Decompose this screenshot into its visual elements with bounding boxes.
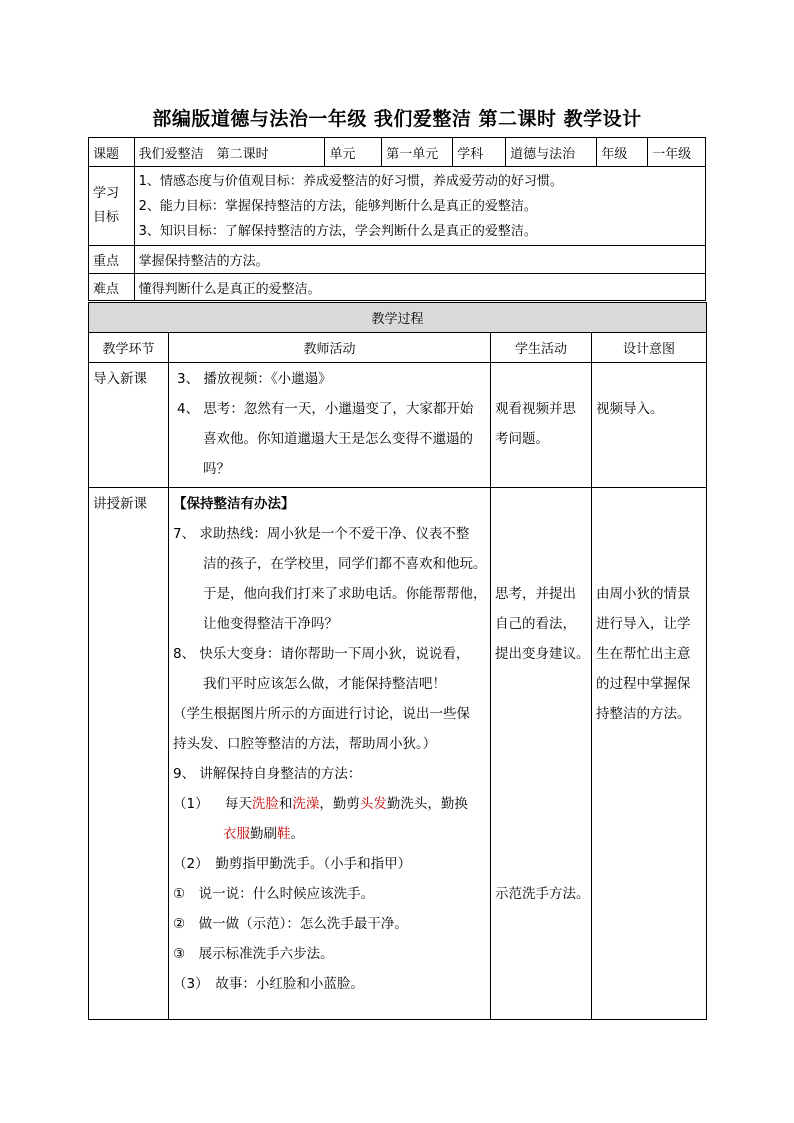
intro-teacher-line: 4、 思考：忽然有一天，小邋遢变了，大家都开始 [177, 401, 474, 417]
lecture-intent-line: 进行导入，让学 [596, 616, 691, 632]
s1-highlight: 洗澡 [292, 796, 320, 812]
lecture-row [89, 488, 707, 1020]
intro-row [89, 363, 707, 488]
s1-highlight: 洗脸 [251, 796, 279, 812]
grade-value: 一年级 [648, 138, 706, 167]
lecture-line-s1b [173, 819, 486, 849]
s1-text: 勤刷 [250, 826, 277, 842]
info-row [89, 138, 706, 167]
goal-item: 3、知识目标：了解保持整洁的方法，学会判断什么是真正的爱整洁。 [138, 223, 537, 239]
lecture-intent-line: 由周小狄的情景 [596, 586, 691, 602]
lecture-intent-line: 持整洁的方法。 [596, 706, 691, 722]
s1-text: 勤洗头，勤换 [386, 796, 468, 812]
s1-number: （1） [173, 796, 209, 812]
topic-label: 课题 [89, 138, 135, 167]
s1-highlight: 头发 [359, 796, 387, 812]
goal-item: 2、能力目标：掌握保持整洁的方法，能够判断什么是真正的爱整洁。 [138, 198, 537, 214]
intro-teacher-line: 吗？ [203, 461, 230, 477]
lecture-line: 洁的孩子，在学校里，同学们都不喜欢和他玩。 [203, 556, 487, 572]
document-title: 部编版道德与法治一年级 我们爱整洁 第二课时 教学设计 [152, 108, 642, 130]
goals-content [134, 167, 705, 246]
s1-text: ，勤剪 [319, 796, 360, 812]
goals-label: 学习目标 [89, 167, 135, 246]
s1-highlight: 衣服 [223, 826, 250, 842]
lecture-line-s1 [173, 789, 486, 819]
process-header: 教学过程 [89, 303, 707, 333]
s1-text: 。 [290, 826, 304, 842]
lecture-line: （学生根据图片所示的方面进行讨论，说出一些保 [173, 706, 470, 722]
intro-student-line: 考问题。 [495, 431, 549, 447]
process-table [88, 302, 707, 1020]
lecture-student [491, 488, 592, 1020]
difficulty-row [89, 274, 706, 301]
column-header-row [89, 333, 707, 363]
difficulty-value: 懂得判断什么是真正的爱整洁。 [134, 274, 705, 301]
lecture-line: 我们平时应该怎么做，才能保持整洁吧！ [203, 676, 446, 692]
lecture-student-line: 自己的看法， [495, 616, 576, 632]
lecture-teacher [169, 488, 491, 1020]
lecture-line: 9、 讲解保持自身整洁的方法： [173, 766, 362, 782]
subject-label: 学科 [453, 138, 506, 167]
col-stage: 教学环节 [89, 333, 169, 363]
s1-text: 每天 [224, 796, 252, 812]
info-table [88, 137, 706, 301]
lecture-student-line: 示范洗手方法。 [495, 886, 590, 902]
lecture-line: 8、 快乐大变身：请你帮助一下周小狄，说说看， [173, 646, 470, 662]
lecture-student-line: 提出变身建议。 [495, 646, 590, 662]
lecture-line: 持头发、口腔等整洁的方法，帮助周小狄。） [173, 736, 437, 752]
key-point-row [89, 246, 706, 274]
lecture-student-line: 思考，并提出 [495, 586, 576, 602]
unit-label: 单元 [325, 138, 382, 167]
lecture-line: ③ 展示标准洗手六步法。 [173, 946, 334, 962]
unit-value: 第一单元 [382, 138, 453, 167]
goals-row [89, 167, 706, 246]
lecture-line: （2） 勤剪指甲勤洗手。（小手和指甲） [173, 856, 412, 872]
col-student: 学生活动 [491, 333, 592, 363]
lecture-line: （3） 故事：小红脸和小蓝脸。 [173, 976, 364, 992]
s1-text: 和 [278, 796, 293, 812]
lecture-line: 于是，他向我们打来了求助电话。你能帮帮他， [203, 586, 487, 602]
intro-teacher-line: 3、 播放视频：《小邋遢》 [177, 371, 332, 387]
process-header-row [89, 303, 707, 333]
lecture-line: ② 做一做（示范）：怎么洗手最干净。 [173, 916, 408, 932]
grade-label: 年级 [597, 138, 648, 167]
lecture-heading: 【保持整洁有办法】 [173, 496, 295, 512]
key-point-label: 重点 [89, 246, 135, 274]
lecture-stage: 讲授新课 [89, 488, 169, 1020]
lecture-line: ① 说一说：什么时候应该洗手。 [173, 886, 375, 902]
lecture-intent-line: 的过程中掌握保 [596, 676, 691, 692]
intro-student-line: 观看视频并思 [495, 401, 576, 417]
s1-highlight: 鞋 [277, 826, 291, 842]
lecture-line: 7、 求助热线：周小狄是一个不爱干净、仪表不整 [173, 526, 470, 542]
col-teacher: 教师活动 [169, 333, 491, 363]
subject-value: 道德与法治 [506, 138, 597, 167]
intro-stage: 导入新课 [89, 363, 169, 488]
topic-value: 我们爱整洁 第二课时 [134, 138, 325, 167]
key-point-value: 掌握保持整洁的方法。 [134, 246, 705, 274]
intro-intent [592, 363, 707, 488]
col-intent: 设计意图 [592, 333, 707, 363]
intro-student [491, 363, 592, 488]
lecture-intent [592, 488, 707, 1020]
goal-item: 1、情感态度与价值观目标：养成爱整洁的好习惯，养成爱劳动的好习惯。 [138, 173, 563, 189]
intro-teacher-line: 喜欢他。你知道邋遢大王是怎么变得不邋遢的 [203, 431, 473, 447]
intro-intent-line: 视频导入。 [596, 401, 664, 417]
lecture-intent-line: 生在帮忙出主意 [596, 646, 691, 662]
intro-teacher [169, 363, 491, 488]
lecture-line: 让他变得整洁干净吗？ [203, 616, 338, 632]
difficulty-label: 难点 [89, 274, 135, 301]
